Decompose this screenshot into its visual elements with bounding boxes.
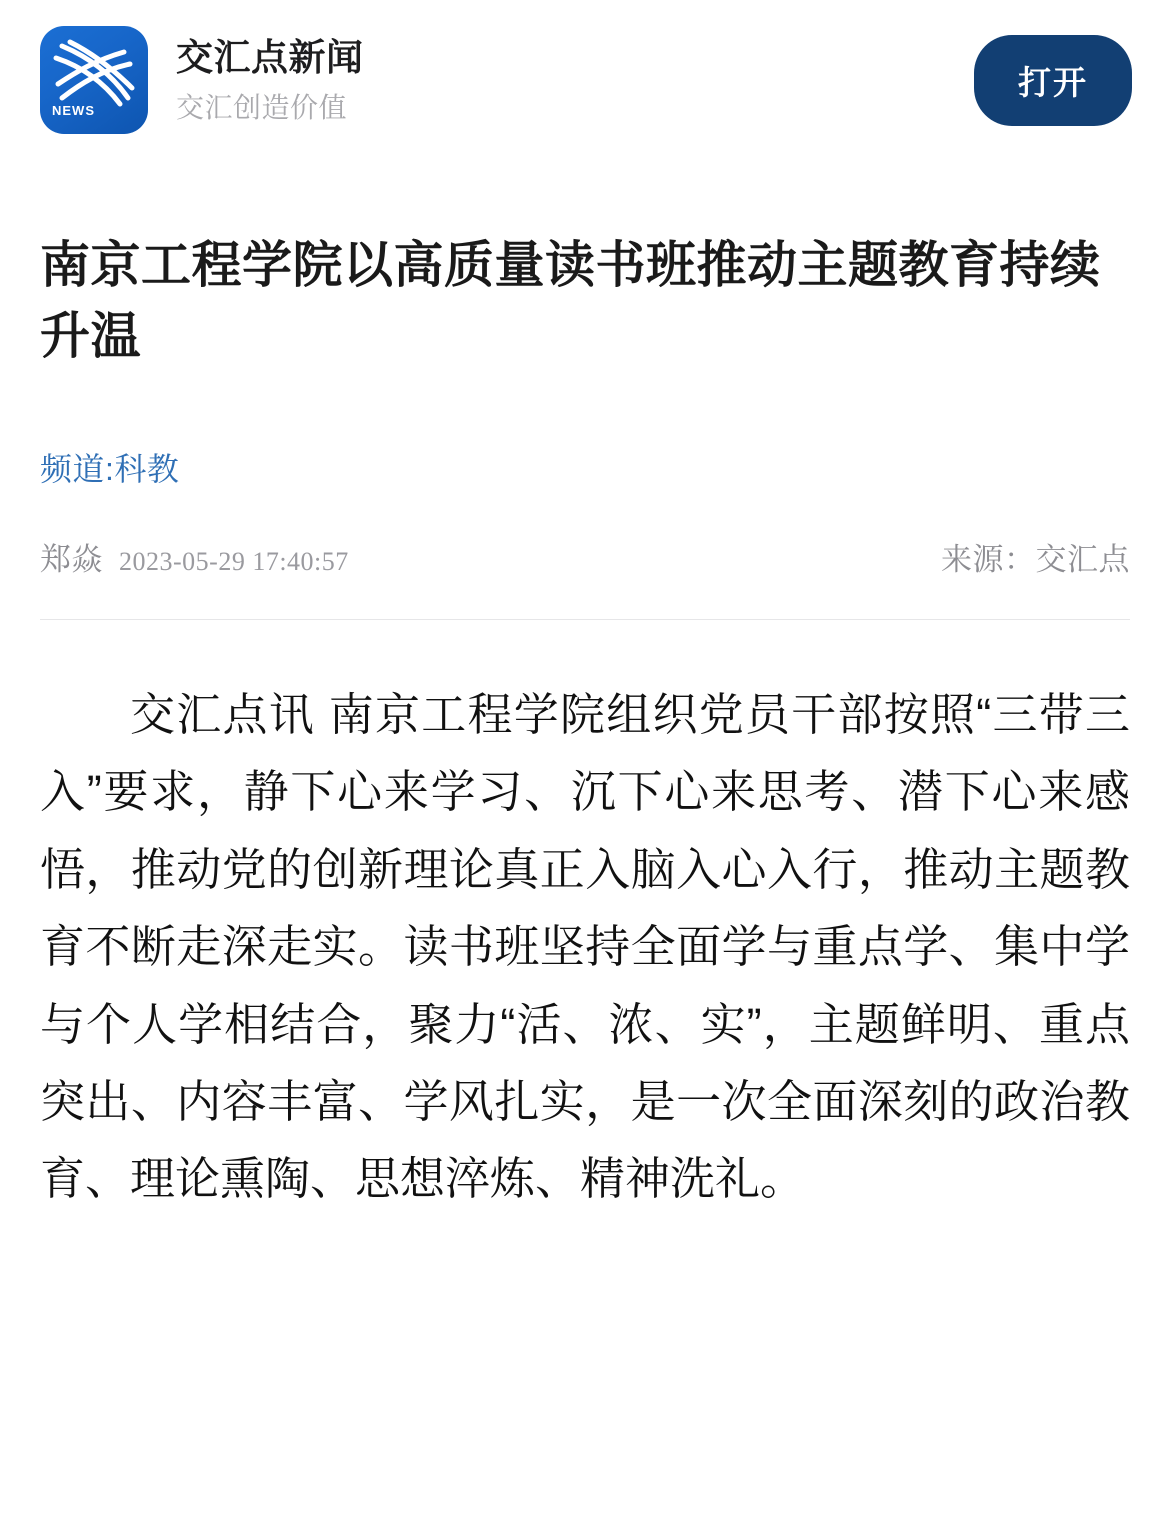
page-title: 南京工程学院以高质量读书班推动主题教育持续升温 xyxy=(40,237,1101,364)
article-paragraph: 交汇点讯 南京工程学院组织党员干部按照“三带三入”要求，静下心来学习、沉下心来思考、潜下心来感悟，推动党的创新理论真正入脑入心入行，推动主题教育不断走深走实。读书班坚持全面学与重点学、集中学与个人学相结合，聚力“活、浓、实”，主题鲜明、重点突出、内容丰富、学风扎实，是一次全面深刻的政治教育、理论熏陶、思想淬炼、精神洗礼。 xyxy=(40,689,1130,1205)
byline-left xyxy=(40,534,349,579)
header-divider xyxy=(40,619,1130,620)
app-slogan: 交汇创造价值 xyxy=(176,92,348,124)
channel-link[interactable]: 频道:科教 xyxy=(40,451,180,487)
open-app-button[interactable]: 打开 xyxy=(974,35,1132,126)
publish-timestamp: 2023-05-29 17:40:57 xyxy=(119,547,349,576)
app-promo-bar xyxy=(0,0,1170,158)
logo-wordmark: NEWS xyxy=(52,103,95,118)
article-container xyxy=(0,230,1170,1258)
app-name: 交汇点新闻 xyxy=(176,37,364,79)
app-meta xyxy=(176,35,974,125)
article-source: 来源：交汇点 xyxy=(941,542,1130,577)
byline xyxy=(40,534,1130,579)
app-logo xyxy=(40,26,148,134)
author-name: 郑焱 xyxy=(40,542,103,577)
